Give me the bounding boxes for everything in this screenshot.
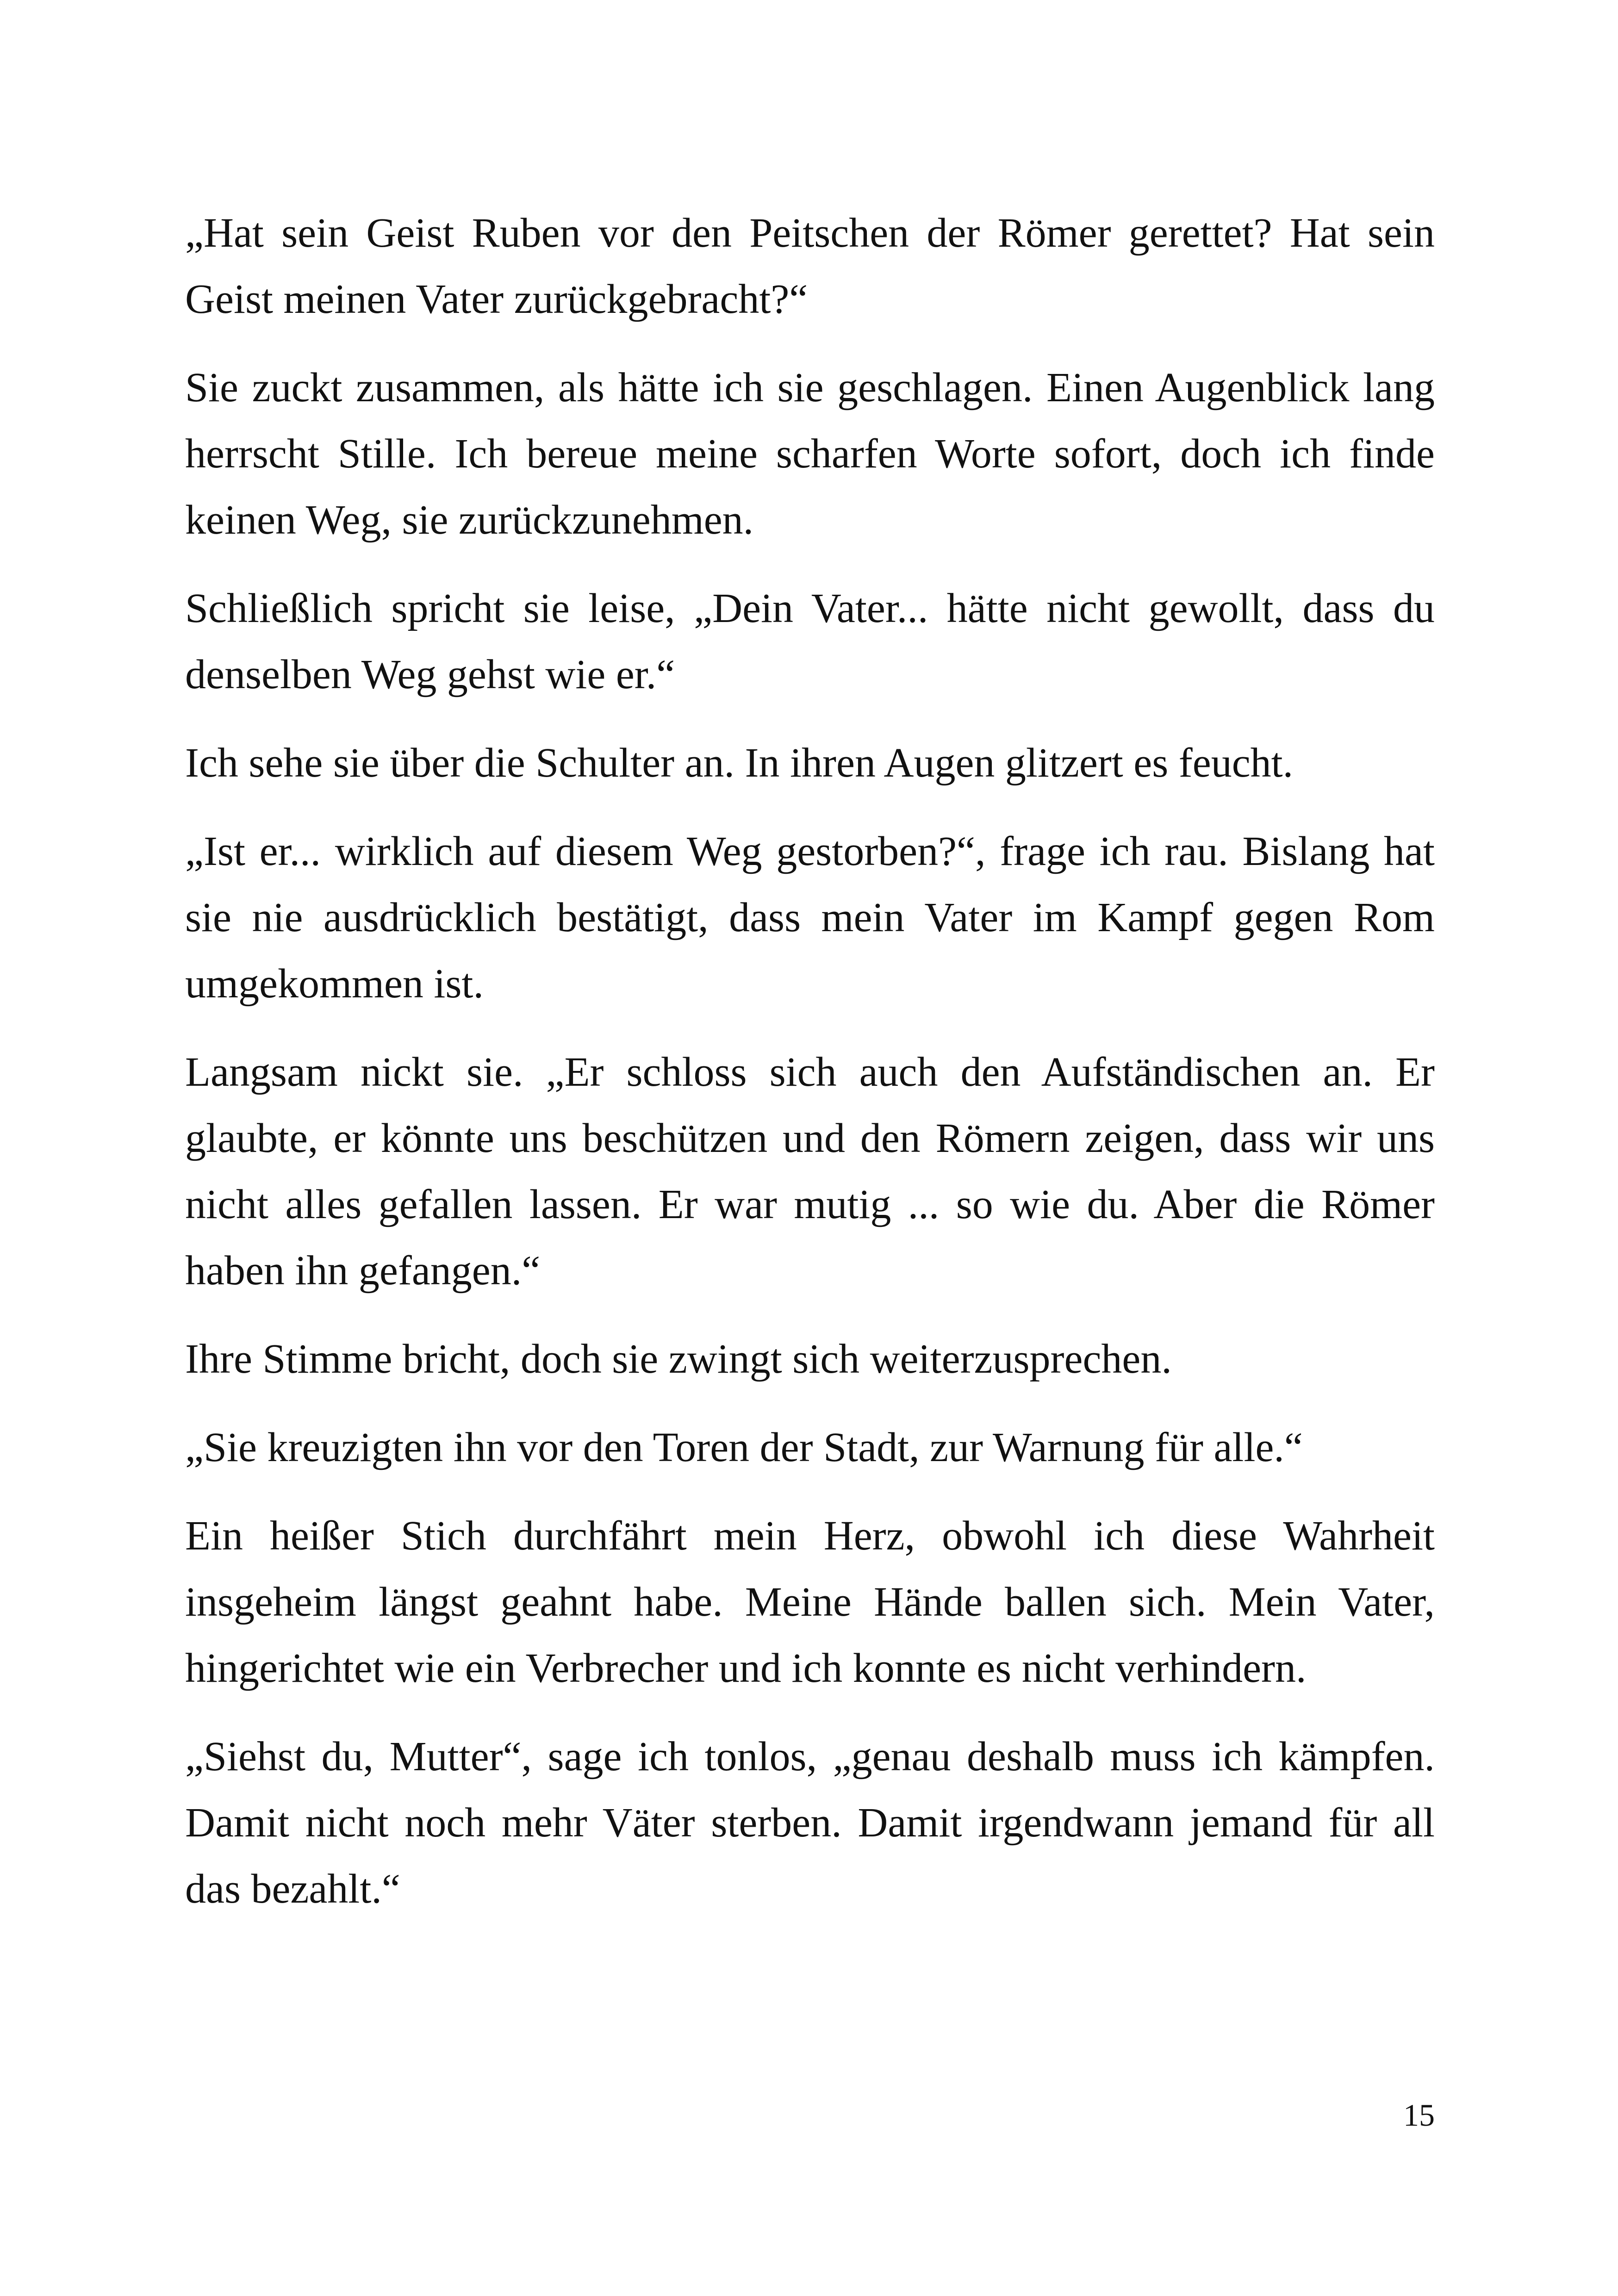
paragraph-8: „Sie kreuzigten ihn vor den Toren der Stadt, zur Warnung für alle.“ xyxy=(185,1425,1303,1470)
body-text xyxy=(185,200,1435,1944)
paragraph-5: „Ist er... wirklich auf diesem Weg gestorben?“, frage ich rau. Bislang hat sie nie ausdrücklich bestätigt, dass mein Vater im Kampf gegen Rom umgekommen ist. xyxy=(185,828,1435,1007)
paragraph-7: Ihre Stimme bricht, doch sie zwingt sich weiterzusprechen. xyxy=(185,1336,1172,1382)
paragraph-6: Langsam nickt sie. „Er schloss sich auch den Aufständischen an. Er glaubte, er könnte uns beschützen und den Römern zeigen, dass wir uns nicht alles gefallen lassen. Er war mutig ... so wie du. Aber die Römer haben ihn gefangen.“ xyxy=(185,1049,1435,1294)
paragraph-1: „Hat sein Geist Ruben vor den Peitschen der Römer gerettet? Hat sein Geist meinen Vater zurückgebracht?“ xyxy=(185,210,1435,322)
paragraph-10: „Siehst du, Mutter“, sage ich tonlos, „genau deshalb muss ich kämpfen. Damit nicht noch mehr Väter sterben. Damit irgendwann jemand für all das bezahlt.“ xyxy=(185,1734,1435,1912)
page-number: 15 xyxy=(1403,2097,1435,2133)
paragraph-2: Sie zuckt zusammen, als hätte ich sie geschlagen. Einen Augenblick lang herrscht Stille. Ich bereue meine scharfen Worte sofort, doch ich finde keinen Weg, sie zurückzunehmen. xyxy=(185,365,1435,543)
paragraph-3: Schließlich spricht sie leise, „Dein Vater... hätte nicht gewollt, dass du denselben Weg gehst wie er.“ xyxy=(185,585,1435,697)
paragraph-4: Ich sehe sie über die Schulter an. In ihren Augen glitzert es feucht. xyxy=(185,740,1294,786)
paragraph-9: Ein heißer Stich durchfährt mein Herz, obwohl ich diese Wahrheit insgeheim längst geahnt habe. Meine Hände ballen sich. Mein Vater, hingerichtet wie ein Verbrecher und ich konnte es nicht verhindern. xyxy=(185,1513,1435,1691)
